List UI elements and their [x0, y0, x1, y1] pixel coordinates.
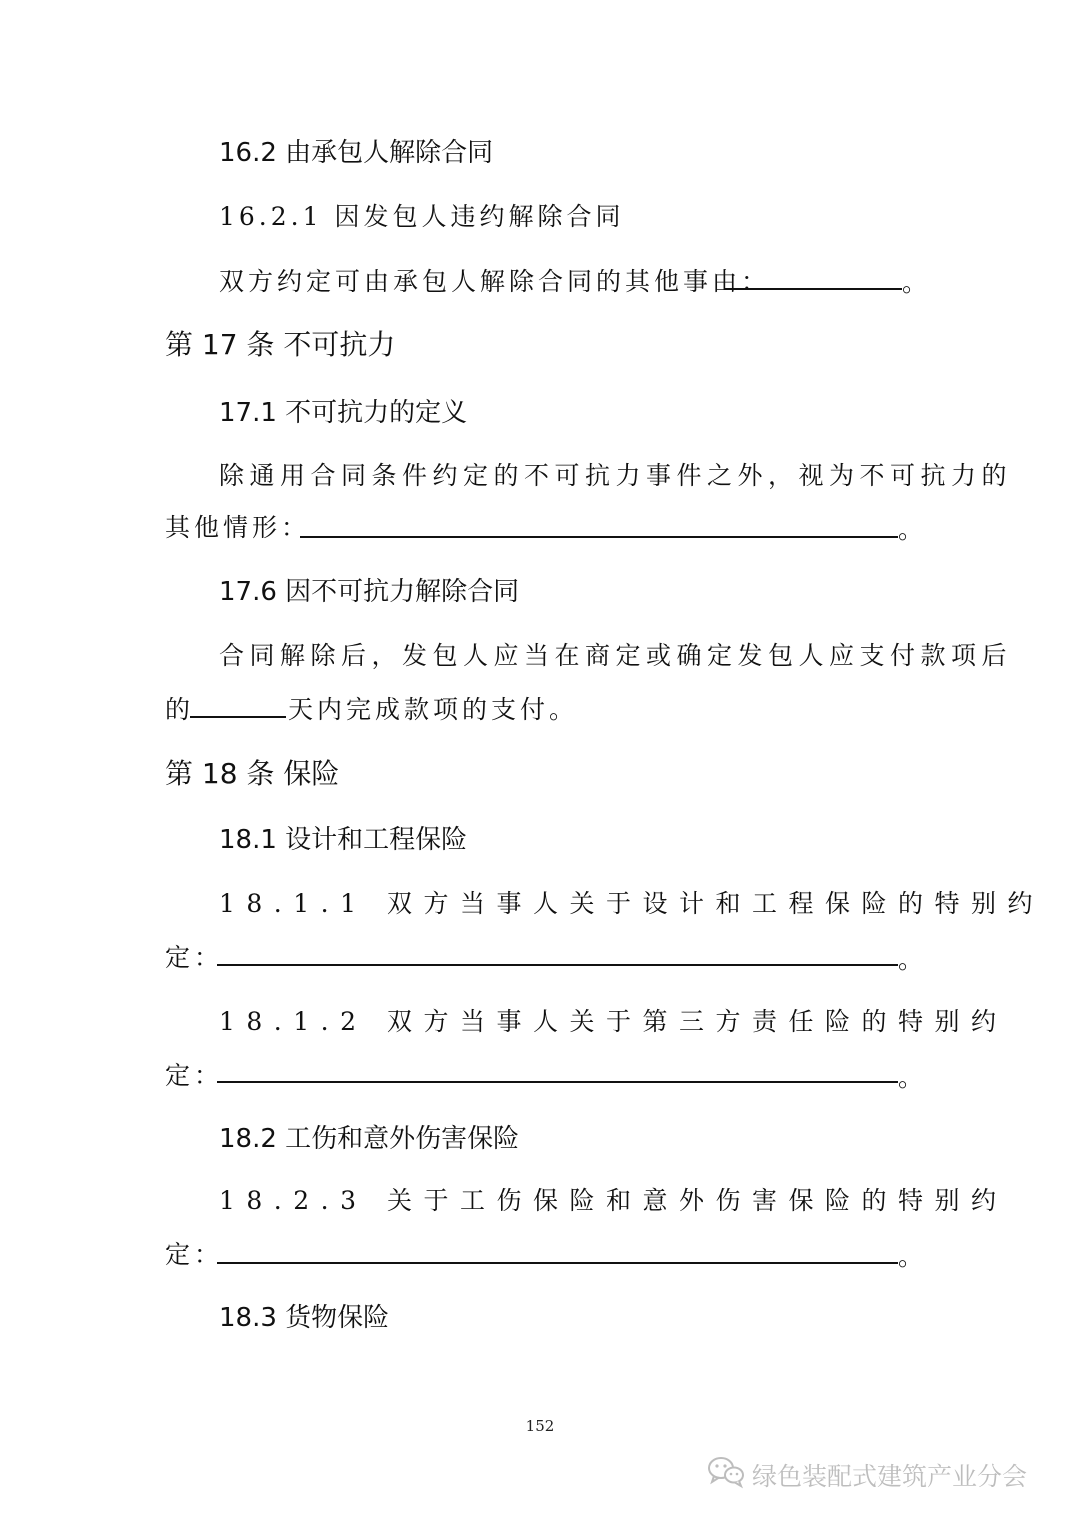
clause-text-17-1-line2: 其他情形： — [165, 513, 311, 542]
section-heading-18-3: 18.3 货物保险 — [219, 1303, 390, 1333]
clause-text-17-6-line2b: 天内完成款项的支付。 — [288, 695, 579, 724]
clause-heading-16-2-1: 16.2.1 因发包人违约解除合同 — [219, 202, 625, 231]
fill-blank-17-6-days[interactable] — [190, 716, 286, 718]
clause-text-ding: 定： — [165, 1061, 224, 1090]
section-heading-18-2: 18.2 工伤和意外伤害保险 — [219, 1124, 520, 1154]
period: 。 — [898, 1063, 924, 1092]
period: 。 — [898, 945, 924, 974]
period: 。 — [902, 268, 928, 297]
clause-text-17-6-line1: 合同解除后，发包人应当在商定或确定发包人应支付款项后 — [219, 641, 1013, 670]
period: 。 — [898, 515, 924, 544]
period: 。 — [898, 1242, 924, 1271]
wechat-icon — [706, 1455, 746, 1494]
section-heading-18-1: 18.1 设计和工程保险 — [219, 825, 468, 855]
clause-text-18-2-3: 18.2.3 关于工伤保险和意外伤害保险的特别约 — [219, 1186, 1008, 1215]
clause-text-18-1-1: 18.1.1 双方当事人关于设计和工程保险的特别约 — [219, 889, 1044, 918]
fill-blank-16-2-1[interactable] — [725, 288, 902, 290]
fill-blank-18-2-3[interactable] — [217, 1262, 898, 1264]
clause-text-ding: 定： — [165, 1240, 224, 1269]
watermark — [706, 1455, 1027, 1494]
article-heading-18: 第 18 条 保险 — [165, 757, 340, 790]
section-heading-16-2: 16.2 由承包人解除合同 — [219, 138, 494, 168]
article-heading-17: 第 17 条 不可抗力 — [165, 328, 396, 361]
section-heading-17-6: 17.6 因不可抗力解除合同 — [219, 577, 520, 607]
fill-blank-17-1[interactable] — [300, 536, 898, 538]
clause-text-ding: 定： — [165, 943, 224, 972]
watermark-text: 绿色装配式建筑产业分会 — [752, 1461, 1028, 1491]
fill-blank-18-1-1[interactable] — [217, 964, 898, 966]
clause-text-18-1-2: 18.1.2 双方当事人关于第三方责任险的特别约 — [219, 1007, 1008, 1036]
fill-blank-18-1-2[interactable] — [217, 1081, 898, 1083]
clause-text-17-1-line1: 除通用合同条件约定的不可抗力事件之外，视为不可抗力的 — [219, 461, 1013, 490]
clause-text-16-2-1: 双方约定可由承包人解除合同的其他事由： — [219, 267, 771, 296]
page-number: 152 — [525, 1417, 555, 1435]
section-heading-17-1: 17.1 不可抗力的定义 — [219, 398, 468, 428]
clause-text-17-6-line2a: 的 — [165, 695, 195, 724]
